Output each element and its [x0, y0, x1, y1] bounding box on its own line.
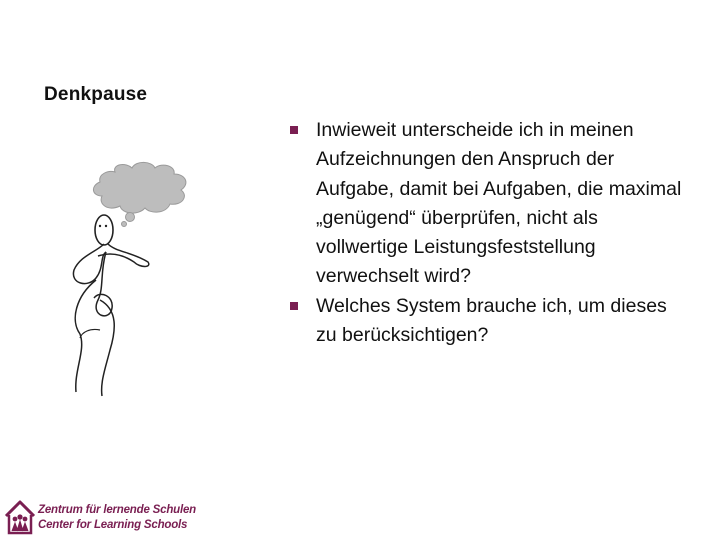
thought-cloud-icon	[93, 162, 185, 213]
thinking-stick-figure-icon	[60, 160, 210, 400]
logo	[4, 498, 204, 538]
house-with-people-icon	[4, 498, 38, 536]
bullet-text: Inwieweit unterscheide ich in meinen Aufzeichnungen den Anspruch der Aufgabe, damit bei Aufgaben, die maximal „genügend“ überprüfen, nicht als vollwertige Leistungsfeststellung verwechselt wird?	[316, 119, 682, 288]
bullet-item	[288, 116, 688, 292]
bullet-item	[288, 292, 688, 351]
bullet-list	[288, 116, 688, 350]
slide-title: Denkpause	[44, 84, 148, 105]
logo-line-1: Zentrum für lernende Schulen	[38, 504, 196, 516]
square-bullet-icon	[290, 302, 298, 310]
square-bullet-icon	[290, 126, 298, 134]
logo-text	[38, 503, 196, 533]
bullet-text: Welches System brauche ich, um dieses zu berücksichtigen?	[316, 294, 667, 347]
logo-line-2: Center for Learning Schools	[38, 519, 188, 531]
